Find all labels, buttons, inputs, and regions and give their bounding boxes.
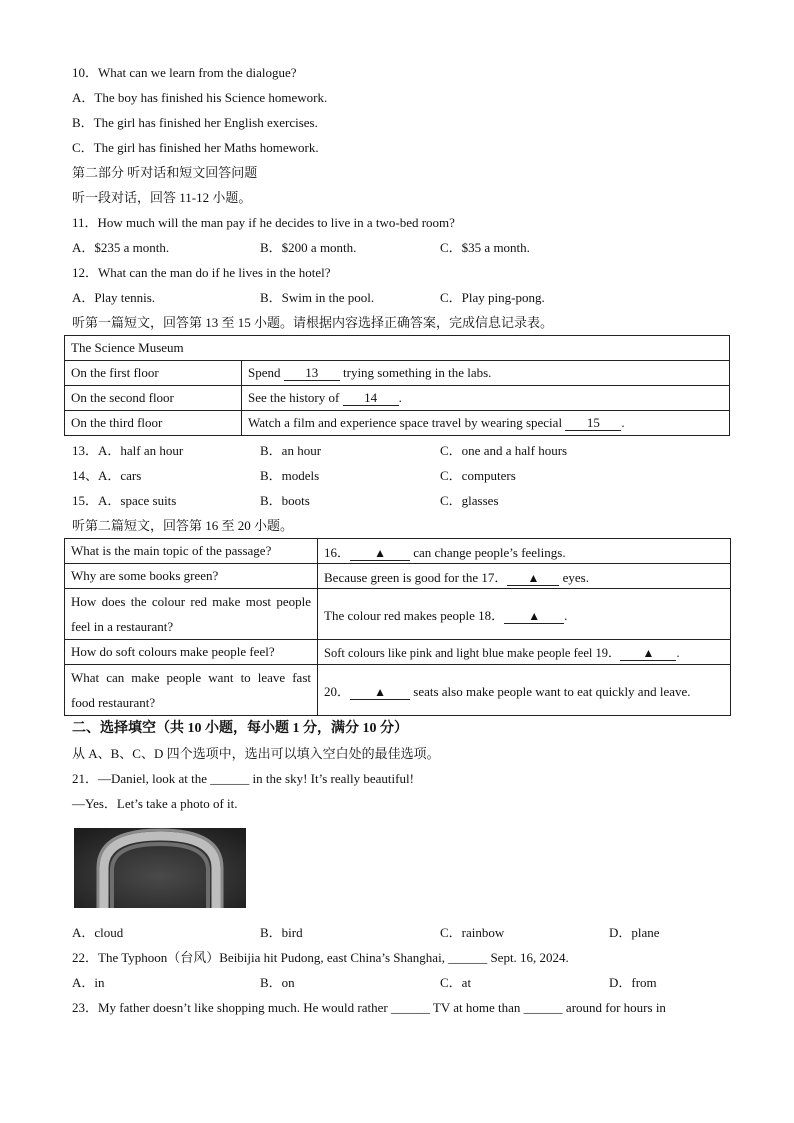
answer-blank-14[interactable]: 14: [343, 391, 399, 406]
science-museum-table: [64, 335, 730, 436]
table-answer: 16． ▲ can change people’s feelings.: [318, 539, 731, 564]
dialogue-instruction: 听一段对话，回答 11-12 小题。: [72, 190, 252, 205]
question-23-stem: 23．My father doesn’t like shopping much. He would rather ______ TV at home than ______ around for hours in: [72, 1000, 666, 1015]
table-question: What is the main topic of the passage?: [65, 539, 318, 564]
question-13-option-c: C．one and a half hours: [440, 443, 568, 458]
table-row: [65, 589, 731, 640]
museum-floor-label: On the third floor: [65, 411, 242, 436]
question-14-option-a: 14、A．cars: [72, 468, 142, 483]
part2-heading: 第二部分 听对话和短文回答问题: [72, 165, 258, 180]
question-22-stem: 22．The Typhoon（台风）Beibijia hit Pudong, east China’s Shanghai, ______ Sept. 16, 2024.: [72, 950, 569, 965]
rainbow-photo: [74, 828, 246, 908]
question-11-option-b: B．$200 a month.: [260, 240, 357, 255]
table-answer: Because green is good for the 17． ▲ eyes.: [318, 564, 731, 589]
answer-blank-18[interactable]: ▲: [504, 609, 564, 624]
table-answer: 20． ▲ seats also make people want to eat quickly and leave.: [318, 665, 731, 716]
question-22-option-a: A．in: [72, 975, 105, 990]
question-15-option-b: B．boots: [260, 493, 310, 508]
table-answer: The colour red makes people 18． ▲ .: [318, 589, 731, 640]
museum-floor-info: See the history of 14 .: [242, 386, 730, 411]
question-22-option-b: B．on: [260, 975, 295, 990]
question-13-option-b: B．an hour: [260, 443, 322, 458]
question-12-stem: 12．What can the man do if he lives in the hotel?: [72, 265, 331, 280]
passage1-instruction: 听第一篇短文，回答第 13 至 15 小题。请根据内容选择正确答案，完成信息记录表。: [72, 315, 554, 330]
question-15-option-a: 15．A．space suits: [72, 493, 177, 508]
answer-blank-20[interactable]: ▲: [350, 685, 410, 700]
answer-blank-15[interactable]: 15: [565, 416, 621, 431]
museum-floor-label: On the second floor: [65, 386, 242, 411]
section2-heading: 二、选择填空（共 10 小题，每小题 1 分，满分 10 分）: [72, 721, 408, 736]
table-question: How does the colour red make most people feel in a restaurant?: [65, 589, 318, 640]
question-10-option-b: B．The girl has finished her English exercises.: [72, 115, 318, 130]
question-21-line2: —Yes．Let’s take a photo of it.: [72, 796, 238, 811]
question-21-option-d: D．plane: [609, 925, 660, 940]
passage2-instruction: 听第二篇短文，回答第 16 至 20 小题。: [72, 518, 294, 533]
table-row: [65, 640, 731, 665]
question-11-option-a: A．$235 a month.: [72, 240, 170, 255]
question-12-option-a: A．Play tennis.: [72, 290, 156, 305]
question-22-option-c: C．at: [440, 975, 472, 990]
answer-blank-16[interactable]: ▲: [350, 546, 410, 561]
question-21-option-c: C．rainbow: [440, 925, 505, 940]
question-12-option-b: B．Swim in the pool.: [260, 290, 375, 305]
table-question: Why are some books green?: [65, 564, 318, 589]
question-21-option-a: A．cloud: [72, 925, 124, 940]
question-12-option-c: C．Play ping-pong.: [440, 290, 545, 305]
table-row: [65, 386, 730, 411]
question-21-line1: 21．—Daniel, look at the ______ in the sky! It’s really beautiful!: [72, 771, 414, 786]
table-question: What can make people want to leave fast food restaurant?: [65, 665, 318, 716]
section2-instruction: 从 A、B、C、D 四个选项中，选出可以填入空白处的最佳选项。: [72, 746, 440, 761]
question-13-option-a: 13．A．half an hour: [72, 443, 184, 458]
table-row: [65, 665, 731, 716]
table-row: [65, 539, 731, 564]
table-row: [65, 564, 731, 589]
question-14-option-b: B．models: [260, 468, 320, 483]
question-10-option-a: A．The boy has finished his Science homework.: [72, 90, 328, 105]
answer-blank-13[interactable]: 13: [284, 366, 340, 381]
answer-blank-17[interactable]: ▲: [507, 571, 559, 586]
table-answer: Soft colours like pink and light blue make people feel 19． ▲ .: [318, 640, 731, 665]
question-21-option-b: B．bird: [260, 925, 303, 940]
table-row: [65, 361, 730, 386]
table-row: [65, 411, 730, 436]
question-22-option-d: D．from: [609, 975, 657, 990]
question-10-option-c: C．The girl has finished her Maths homework.: [72, 140, 319, 155]
museum-floor-label: On the first floor: [65, 361, 242, 386]
museum-floor-info: Watch a film and experience space travel by wearing special 15 .: [242, 411, 730, 436]
question-14-option-c: C．computers: [440, 468, 516, 483]
question-11-stem: 11．How much will the man pay if he decides to live in a two-bed room?: [72, 215, 455, 230]
answer-blank-19[interactable]: ▲: [620, 646, 676, 661]
table-question: How do soft colours make people feel?: [65, 640, 318, 665]
question-10-stem: 10．What can we learn from the dialogue?: [72, 65, 297, 80]
question-15-option-c: C．glasses: [440, 493, 499, 508]
museum-table-header: The Science Museum: [65, 336, 730, 361]
museum-floor-info: Spend 13 trying something in the labs.: [242, 361, 730, 386]
question-11-option-c: C．$35 a month.: [440, 240, 530, 255]
colour-feelings-table: [64, 538, 731, 716]
